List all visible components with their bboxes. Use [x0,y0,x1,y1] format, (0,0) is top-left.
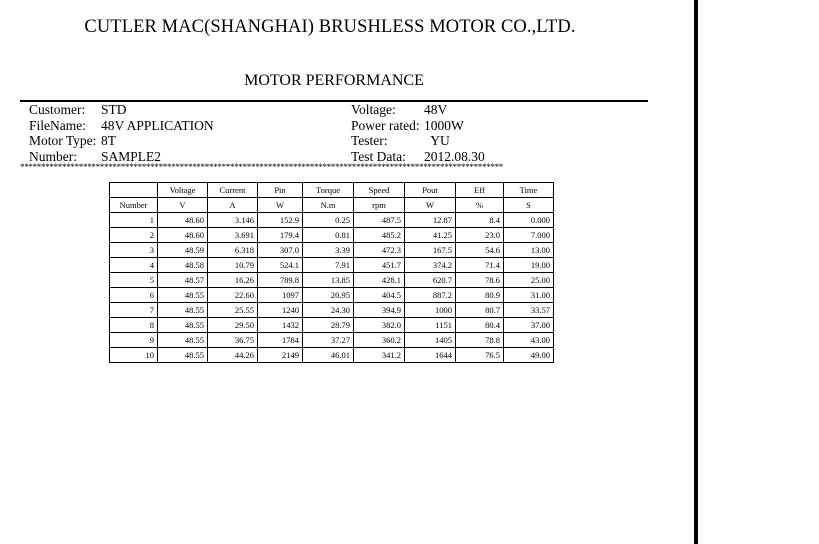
table-cell: 37.27 [303,333,354,348]
table-cell: 49.00 [504,348,554,363]
table-cell: 54.6 [456,243,504,258]
table-cell: 48.55 [158,303,208,318]
column-header: Eff [456,183,504,198]
info-right-block [351,102,485,164]
table-cell: 3.691 [208,228,258,243]
table-cell: 22.60 [208,288,258,303]
info-label: Number: [29,148,77,164]
table-cell: 620.7 [405,273,456,288]
table-row [110,228,554,243]
column-header: Torque [303,183,354,198]
table-cell: 0.81 [303,228,354,243]
table-cell: 80.9 [456,288,504,303]
column-header [110,183,158,198]
table-cell: 1000 [405,303,456,318]
table-cell: 20.95 [303,288,354,303]
info-value: STD [101,102,127,117]
table-cell: 374.2 [405,258,456,273]
column-header: Time [504,183,554,198]
table-cell: 451.7 [354,258,405,273]
table-cell: 2149 [258,348,303,363]
info-voltage [351,102,485,118]
table-row [110,213,554,228]
blank-area [698,0,819,544]
table-cell: 19.00 [504,258,554,273]
table-cell: 4 [110,258,158,273]
unit-cell: rpm [354,198,405,213]
table-cell: 80.4 [456,318,504,333]
table-cell: 1240 [258,303,303,318]
info-value: SAMPLE2 [101,148,162,164]
table-cell: 48.55 [158,288,208,303]
table-cell: 7.000 [504,228,554,243]
info-tester [351,133,485,149]
table-cell: 1644 [405,348,456,363]
table-cell: 3.146 [208,213,258,228]
table-cell: 1405 [405,333,456,348]
table-cell: 8 [110,318,158,333]
table-cell: 29.50 [208,318,258,333]
info-power-rated [351,118,485,134]
unit-cell: % [456,198,504,213]
unit-cell: S [504,198,554,213]
table-cell: 6 [110,288,158,303]
table-cell: 71.4 [456,258,504,273]
table-cell: 13.85 [303,273,354,288]
table-cell: 485.2 [354,228,405,243]
table-cell: 394.9 [354,303,405,318]
table-cell: 382.0 [354,318,405,333]
star-separator: ******************************************************************************************************************* [20,162,504,172]
column-header: Pout [405,183,456,198]
table-cell: 10.79 [208,258,258,273]
column-header: Voltage [158,183,208,198]
table-cell: 0.000 [504,213,554,228]
column-header: Pin [258,183,303,198]
table-cell: 37.00 [504,318,554,333]
table-row [110,348,554,363]
table-cell: 16.26 [208,273,258,288]
performance-table [109,182,554,363]
table-cell: 428.1 [354,273,405,288]
report-title: MOTOR PERFORMANCE [244,72,424,89]
info-label: Power rated: [351,117,420,133]
table-cell: 7 [110,303,158,318]
table-row [110,243,554,258]
info-left-block [29,102,214,164]
info-label: FileName: [29,117,86,133]
table-cell: 887.2 [405,288,456,303]
table-cell: 5 [110,273,158,288]
table-header-row [110,183,554,198]
table-cell: 307.0 [258,243,303,258]
table-cell: 28.79 [303,318,354,333]
unit-cell: W [405,198,456,213]
table-row [110,333,554,348]
table-cell: 179.4 [258,228,303,243]
table-cell: 3.39 [303,243,354,258]
table-cell: 360.2 [354,333,405,348]
table-cell: 25.55 [208,303,258,318]
table-cell: 167.5 [405,243,456,258]
column-header: Current [208,183,258,198]
unit-cell: A [208,198,258,213]
table-cell: 46.01 [303,348,354,363]
table-cell: 341.2 [354,348,405,363]
table-row [110,303,554,318]
table-cell: 48.55 [158,333,208,348]
table-cell: 2 [110,228,158,243]
table-cell: 3 [110,243,158,258]
table-cell: 33.57 [504,303,554,318]
table-cell: 524.1 [258,258,303,273]
table-cell: 404.5 [354,288,405,303]
table-row [110,288,554,303]
table-cell: 25.00 [504,273,554,288]
table-cell: 78.8 [456,333,504,348]
table-cell: 487.5 [354,213,405,228]
table-row [110,258,554,273]
table-cell: 31.00 [504,288,554,303]
info-value: 2012.08.30 [424,148,485,164]
table-cell: 80.7 [456,303,504,318]
info-label: Motor Type: [29,133,97,148]
table-cell: 1784 [258,333,303,348]
info-label: Tester: [351,133,388,148]
info-value: 8T [101,133,116,148]
table-cell: 48.59 [158,243,208,258]
info-filename [29,118,214,134]
table-cell: 0.25 [303,213,354,228]
table-cell: 9 [110,333,158,348]
info-value: 48V APPLICATION [101,117,214,133]
table-cell: 43.00 [504,333,554,348]
table-row [110,318,554,333]
table-cell: 76.5 [456,348,504,363]
table-cell: 1151 [405,318,456,333]
table-cell: 48.58 [158,258,208,273]
table-units-row [110,198,554,213]
table-cell: 48.55 [158,318,208,333]
info-value: 48V [424,102,448,117]
table-cell: 78.6 [456,273,504,288]
table-cell: 23.0 [456,228,504,243]
table-cell: 24.30 [303,303,354,318]
table-cell: 13.00 [504,243,554,258]
info-label: Voltage: [351,102,396,117]
table-cell: 12.87 [405,213,456,228]
company-name: CUTLER MAC(SHANGHAI) BRUSHLESS MOTOR CO.,LTD. [84,17,576,37]
table-cell: 1097 [258,288,303,303]
unit-cell: N.m [303,198,354,213]
info-label: Test Data: [351,148,406,164]
table-cell: 1 [110,213,158,228]
table-cell: 48.60 [158,213,208,228]
table-cell: 48.60 [158,228,208,243]
table-cell: 48.57 [158,273,208,288]
table-cell: 44.26 [208,348,258,363]
column-header: Speed [354,183,405,198]
unit-cell: W [258,198,303,213]
table-cell: 472.3 [354,243,405,258]
table-cell: 41.25 [405,228,456,243]
unit-cell: Number [110,198,158,213]
table-cell: 789.8 [258,273,303,288]
table-cell: 6.318 [208,243,258,258]
info-value: YU [424,133,450,148]
info-value: 1000W [424,117,464,133]
info-customer [29,102,214,118]
table-body [110,213,554,363]
table-cell: 8.4 [456,213,504,228]
table-cell: 48.55 [158,348,208,363]
table-cell: 7.91 [303,258,354,273]
table-cell: 1432 [258,318,303,333]
table-cell: 152.9 [258,213,303,228]
info-motor-type [29,133,214,149]
table-row [110,273,554,288]
unit-cell: V [158,198,208,213]
table-cell: 36.75 [208,333,258,348]
info-label: Customer: [29,102,86,117]
table-cell: 10 [110,348,158,363]
